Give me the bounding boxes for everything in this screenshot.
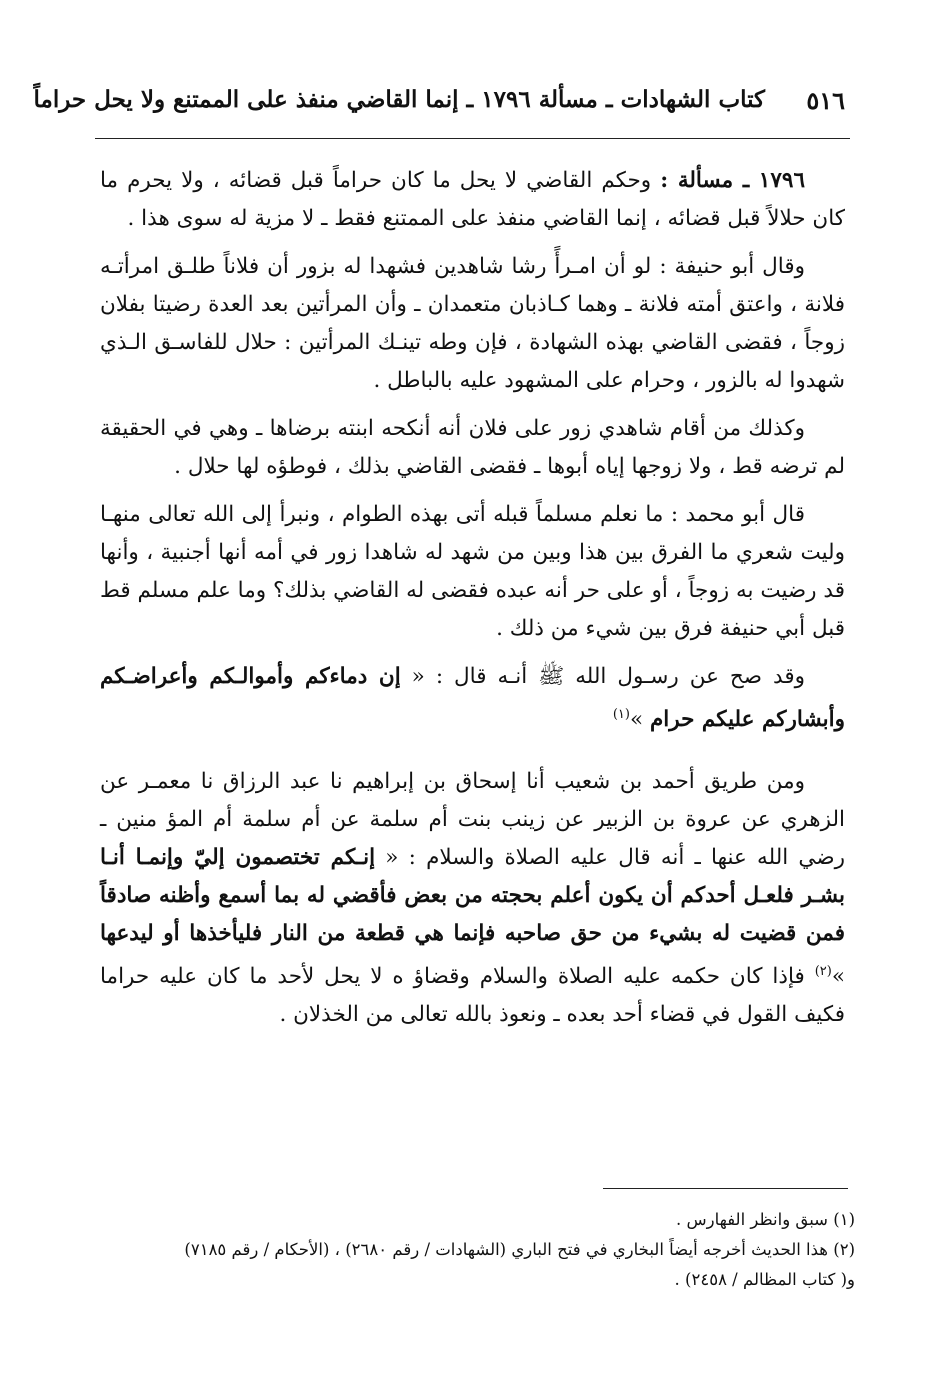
header-rule — [95, 138, 850, 139]
issue-label: ١٧٩٦ ـ مسألة : — [660, 168, 805, 193]
paragraph-abu-hanifa: وقال أبو حنيفة : لو أن امـرأً رشا شاهدين فشهدا له بزور أن فلاناً طلـق امرأتـه فلانة ، واعتق أمته فلانة ـ وهما كـاذبان متعمدان ـ وأن المرأتين بعد العدة رضيتا بفلان زوجاً ، فقضى القاضي بهذه الشهادة ، فإن وطه تينـك المرأتين : حلال للفاسـق الـذي شهدوا له بالزور ، وحرام على المشهود عليه بالباطل . — [100, 254, 845, 393]
paragraph-1796 — [100, 162, 845, 238]
paragraph-abu-muhammad: قال أبو محمد : ما نعلم مسلماً قبله أتى بهذه الطوام ، ونبرأ إلى الله تعالى منهـا وليت شعري ما الفرق بين هذا وبين من شهد له شاهدا زور في أمه أنها أجنبية ، وأنها قد رضيت به زوجاً ، أو على حر أنه عبده فقضى له القاضي بذلك؟ وما علم مسلم قط قبل أبي حنيفة فرق بين شيء من ذلك . — [100, 502, 845, 641]
footnotes — [100, 1205, 855, 1295]
footnote-1: (١) سبق وانظر الفهارس . — [675, 1210, 855, 1229]
footnote-rule — [603, 1188, 848, 1189]
main-text — [100, 162, 845, 1044]
footnote-2-continued: و( كتاب المظالم / ٢٤٥٨) . — [674, 1270, 855, 1289]
footnote-ref-2[interactable]: (٢) — [814, 964, 832, 980]
hadith-2-tail: فإذا كان حكمه عليه الصلاة والسلام وقضاؤ ه لا يحل لأحد ما كان عليه حراما فكيف القول في قضاء أحد بعده ـ ونعوذ بالله تعالى من الخذلان . — [100, 964, 845, 1028]
page-number: ٥١٦ — [806, 86, 845, 115]
running-title: كتاب الشهادات ـ مسألة ١٧٩٦ ـ إنما القاضي منفذ على الممتنع ولا يحل حراماً — [33, 86, 765, 113]
hadith-2-intro: ومن طريق أحمد بن شعيب أنا إسحاق بن إبراهيم نا عبد الرزاق نا معمـر عن الزهري عن عروة بن الزبير عن زينب بنت أم سلمة عن أم سلمة أم المؤ منين ـ رضي الله عنها ـ أنه قال عليه الصلاة والسلام : « — [100, 769, 845, 871]
hadith-2-close: » — [831, 964, 845, 990]
hadith-2-quote: إنـكم تختصمون إليّ وإنمـا أنـا بشـر فلعـل أحدكم أن يكون أعلم بحجته من بعض فأقضي له بما أسمع وأظنه صادقاً فمن قضيت له بشيء من حق صاحبه فإنما هي قطعة من النار فليأخذها أو ليدعها — [100, 845, 845, 947]
footnote-2: (٢) هذا الحديث أخرجه أيضاً البخاري في فتح الباري (الشهادات / رقم ٢٦٨٠) ، (الأحكام / رقم ٧١٨٥) — [184, 1240, 855, 1259]
footnote-ref-1[interactable]: (١) — [612, 707, 630, 722]
hadith-1-quote: إن دماءكم وأموالـكم وأعراضـكم وأبشاركم عليكم حرام — [100, 664, 845, 733]
hadith-1-close: » — [629, 707, 650, 733]
paragraph-false-witness: وكذلك من أقام شاهدي زور على فلان أنه أنكحه ابنته برضاها ـ وهي في الحقيقة لم ترضه قط ، ولا زوجها إياه أبوها ـ فقضى القاضي بذلك ، فوطؤه لها حلال . — [100, 416, 845, 479]
paragraph-hadith-1 — [100, 658, 845, 739]
running-header — [33, 82, 845, 122]
paragraph-1-text: وحكم القاضي لا يحل ما كان حراماً قبل قضائه ، ولا يحرم ما كان حلالاً قبل قضائه ، إنما القاضي منفذ على الممتنع فقط ـ لا مزية له سوى هذا . — [100, 168, 845, 231]
paragraph-hadith-2 — [100, 763, 845, 1034]
hadith-1-intro: وقد صح عن رسـول الله ﷺ أنـه قال : « — [400, 664, 805, 689]
